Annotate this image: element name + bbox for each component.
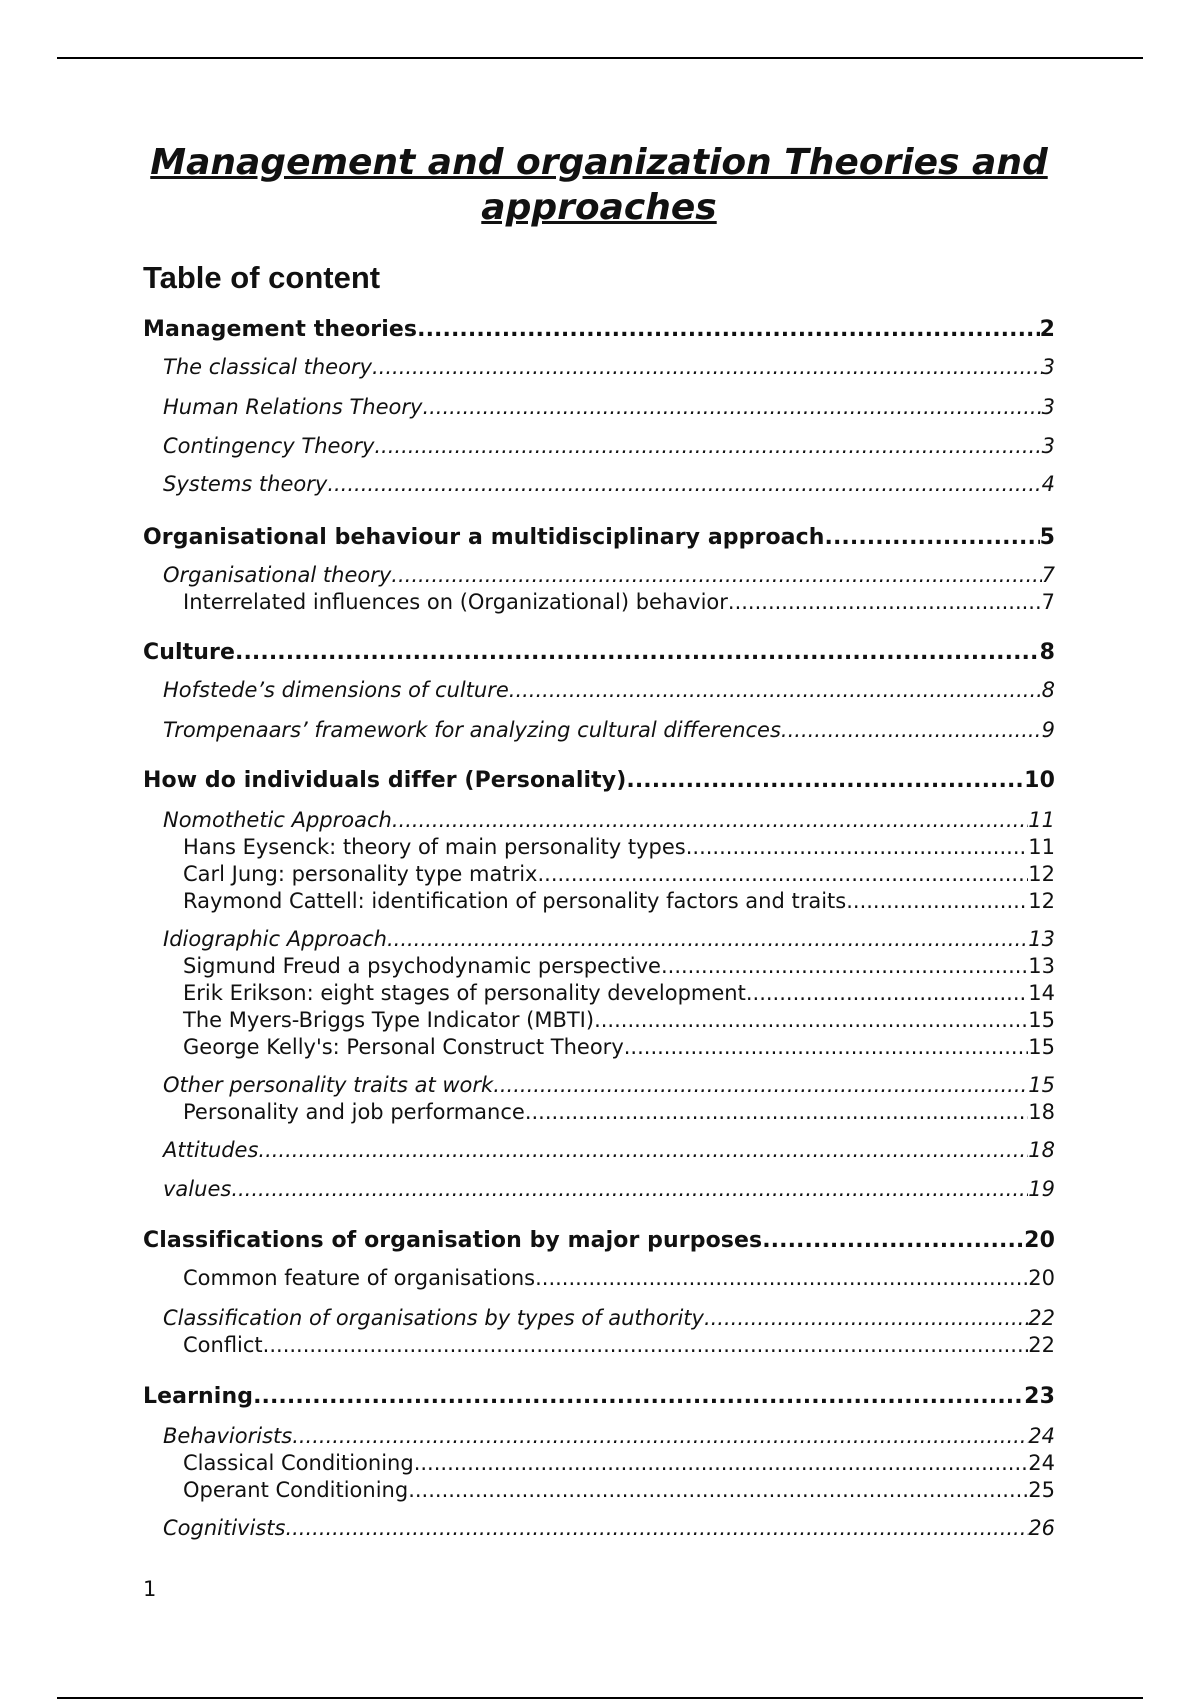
toc-entry-level-3[interactable] bbox=[143, 888, 1055, 915]
toc-entry-title: Classification of organisations by types of authority bbox=[163, 1306, 704, 1330]
toc-dot-leader bbox=[417, 316, 1039, 343]
toc-dot-leader bbox=[253, 1383, 1024, 1410]
toc-entry-page: 3 bbox=[1041, 434, 1055, 458]
toc-entry-page: 4 bbox=[1041, 472, 1055, 496]
toc-entry-level-3[interactable] bbox=[143, 1332, 1055, 1359]
toc-dot-leader bbox=[781, 717, 1042, 744]
toc-entry-level-2[interactable] bbox=[143, 717, 1055, 744]
toc-entry-title: Other personality traits at work bbox=[163, 1073, 494, 1097]
toc-entry-page: 12 bbox=[1028, 862, 1055, 886]
toc-entry-page: 11 bbox=[1028, 808, 1055, 832]
toc-dot-leader bbox=[746, 980, 1028, 1007]
toc-entry-title: Operant Conditioning bbox=[183, 1478, 409, 1502]
toc-entry-level-3[interactable] bbox=[143, 861, 1055, 888]
toc-entry-title: Learning bbox=[143, 1384, 254, 1409]
toc-entry-title: Personality and job performance bbox=[183, 1100, 525, 1124]
toc-entry-title: Trompenaars’ framework for analyzing cultural differences bbox=[163, 718, 781, 742]
toc-dot-leader bbox=[846, 888, 1028, 915]
toc-dot-leader bbox=[327, 471, 1041, 498]
toc-entry-title: Contingency Theory bbox=[163, 434, 375, 458]
toc-entry-title: Attitudes bbox=[163, 1138, 259, 1162]
toc-entry-page: 11 bbox=[1028, 835, 1055, 859]
toc-entry-page: 20 bbox=[1024, 1228, 1055, 1253]
toc-entry-level-3[interactable] bbox=[143, 1265, 1055, 1292]
toc-dot-leader bbox=[422, 394, 1041, 421]
toc-entry-level-2[interactable] bbox=[143, 433, 1055, 460]
toc-entry-title: Culture bbox=[143, 640, 235, 665]
toc-entry-page: 24 bbox=[1028, 1451, 1055, 1475]
toc-entry-title: Classical Conditioning bbox=[183, 1451, 414, 1475]
toc-entry-title: Hofstede’s dimensions of culture bbox=[163, 678, 509, 702]
toc-entry-page: 15 bbox=[1028, 1008, 1055, 1032]
toc-entry-page: 22 bbox=[1028, 1333, 1055, 1357]
toc-entry-level-3[interactable] bbox=[143, 1034, 1055, 1061]
toc-entry-title: The Myers-Briggs Type Indicator (MBTI) bbox=[183, 1008, 595, 1032]
toc-entry-page: 18 bbox=[1028, 1138, 1055, 1162]
toc-dot-leader bbox=[728, 589, 1042, 616]
toc-entry-level-2[interactable] bbox=[143, 394, 1055, 421]
toc-entry-page: 9 bbox=[1041, 718, 1055, 742]
toc-entry-level-3[interactable] bbox=[143, 953, 1055, 980]
toc-entry-page: 3 bbox=[1041, 395, 1055, 419]
toc-dot-leader bbox=[661, 953, 1028, 980]
toc-entry-title: values bbox=[163, 1177, 232, 1201]
toc-entry-title: Common feature of organisations bbox=[183, 1266, 536, 1290]
toc-dot-leader bbox=[762, 1227, 1024, 1254]
toc-entry-page: 23 bbox=[1024, 1384, 1055, 1409]
toc-heading: Table of content bbox=[143, 260, 381, 295]
toc-dot-leader bbox=[594, 1007, 1028, 1034]
toc-entry-page: 7 bbox=[1041, 563, 1055, 587]
toc-dot-leader bbox=[292, 1423, 1028, 1450]
toc-entry-title: Sigmund Freud a psychodynamic perspective bbox=[183, 954, 661, 978]
toc-entry-level-3[interactable] bbox=[143, 1099, 1055, 1126]
document-title: Management and organization Theories and approaches bbox=[150, 142, 1048, 228]
toc-entry-page: 7 bbox=[1041, 590, 1055, 614]
toc-entry-title: Management theories bbox=[143, 317, 418, 342]
toc-dot-leader bbox=[231, 1176, 1028, 1203]
toc-dot-leader bbox=[525, 1099, 1028, 1126]
toc-entry-level-2[interactable] bbox=[143, 562, 1055, 589]
toc-entry-page: 10 bbox=[1024, 768, 1055, 793]
footer-rule bbox=[57, 1697, 1143, 1699]
toc-dot-leader bbox=[374, 433, 1041, 460]
toc-entry-level-3[interactable] bbox=[143, 1450, 1055, 1477]
toc-entry-level-1[interactable] bbox=[143, 767, 1055, 794]
toc-entry-title: Organisational theory bbox=[163, 563, 392, 587]
toc-entry-page: 24 bbox=[1028, 1424, 1055, 1448]
toc-entry-page: 19 bbox=[1028, 1177, 1055, 1201]
toc-dot-leader bbox=[624, 1034, 1029, 1061]
toc-entry-page: 3 bbox=[1041, 355, 1055, 379]
toc-entry-page: 5 bbox=[1039, 525, 1055, 550]
toc-entry-level-2[interactable] bbox=[143, 677, 1055, 704]
toc-entry-level-2[interactable] bbox=[143, 1176, 1055, 1203]
toc-dot-leader bbox=[825, 524, 1040, 551]
toc-entry-title: Classifications of organisation by major purposes bbox=[143, 1228, 763, 1253]
toc-dot-leader bbox=[387, 926, 1028, 953]
toc-dot-leader bbox=[372, 354, 1042, 381]
toc-entry-title: Raymond Cattell: identification of personality factors and traits bbox=[183, 889, 847, 913]
toc-dot-leader bbox=[392, 807, 1028, 834]
toc-entry-page: 14 bbox=[1028, 981, 1055, 1005]
toc-dot-leader bbox=[263, 1332, 1029, 1359]
toc-entry-level-2[interactable] bbox=[143, 354, 1055, 381]
toc-entry-level-2[interactable] bbox=[143, 1423, 1055, 1450]
toc-entry-title: Carl Jung: personality type matrix bbox=[183, 862, 538, 886]
toc-entry-title: Hans Eysenck: theory of main personality types bbox=[183, 835, 686, 859]
toc-entry-level-3[interactable] bbox=[143, 589, 1055, 616]
toc-entry-level-2[interactable] bbox=[143, 1137, 1055, 1164]
toc-entry-level-3[interactable] bbox=[143, 980, 1055, 1007]
toc-entry-page: 8 bbox=[1039, 640, 1055, 665]
page-number: 1 bbox=[143, 1577, 157, 1601]
toc-entry-title: George Kelly's: Personal Construct Theory bbox=[183, 1035, 624, 1059]
toc-entry-level-2[interactable] bbox=[143, 807, 1055, 834]
toc-entry-title: How do individuals differ (Personality) bbox=[143, 768, 627, 793]
toc-dot-leader bbox=[537, 861, 1028, 888]
toc-dot-leader bbox=[686, 834, 1029, 861]
toc-entry-level-2[interactable] bbox=[143, 471, 1055, 498]
toc-entry-title: Human Relations Theory bbox=[163, 395, 423, 419]
toc-entry-level-2[interactable] bbox=[143, 1515, 1055, 1542]
toc-entry-level-1[interactable] bbox=[143, 639, 1055, 666]
toc-entry-title: Organisational behaviour a multidisciplinary approach bbox=[143, 525, 825, 550]
toc-entry-page: 15 bbox=[1028, 1035, 1055, 1059]
toc-entry-page: 2 bbox=[1039, 317, 1055, 342]
toc-entry-title: Behaviorists bbox=[163, 1424, 293, 1448]
toc-entry-level-2[interactable] bbox=[143, 1072, 1055, 1099]
toc-dot-leader bbox=[493, 1072, 1028, 1099]
toc-entry-level-2[interactable] bbox=[143, 1305, 1055, 1332]
toc-entry-level-1[interactable] bbox=[143, 316, 1055, 343]
toc-entry-page: 20 bbox=[1028, 1266, 1055, 1290]
toc-entry-level-1[interactable] bbox=[143, 1383, 1055, 1410]
toc-entry-page: 13 bbox=[1028, 954, 1055, 978]
header-rule bbox=[57, 57, 1143, 59]
toc-entry-page: 18 bbox=[1028, 1100, 1055, 1124]
toc-entry-level-3[interactable] bbox=[143, 1007, 1055, 1034]
toc-dot-leader bbox=[391, 562, 1041, 589]
toc-dot-leader bbox=[414, 1450, 1029, 1477]
toc-entry-title: Cognitivists bbox=[163, 1516, 286, 1540]
toc-entry-page: 13 bbox=[1028, 927, 1055, 951]
toc-entry-page: 8 bbox=[1041, 678, 1055, 702]
toc-entry-page: 22 bbox=[1028, 1306, 1055, 1330]
toc-entry-page: 26 bbox=[1028, 1516, 1055, 1540]
toc-entry-level-1[interactable] bbox=[143, 1227, 1055, 1254]
toc-entry-level-3[interactable] bbox=[143, 1477, 1055, 1504]
toc-entry-page: 15 bbox=[1028, 1073, 1055, 1097]
toc-dot-leader bbox=[258, 1137, 1028, 1164]
toc-entry-title: Interrelated influences on (Organizational) behavior bbox=[183, 590, 728, 614]
toc-entry-page: 12 bbox=[1028, 889, 1055, 913]
toc-entry-title: Conflict bbox=[183, 1333, 263, 1357]
toc-entry-level-1[interactable] bbox=[143, 524, 1055, 551]
toc-entry-level-2[interactable] bbox=[143, 926, 1055, 953]
toc-entry-level-3[interactable] bbox=[143, 834, 1055, 861]
toc-entry-title: Idiographic Approach bbox=[163, 927, 387, 951]
toc-dot-leader bbox=[408, 1477, 1028, 1504]
toc-dot-leader bbox=[704, 1305, 1028, 1332]
toc-entry-title: Nomothetic Approach bbox=[163, 808, 392, 832]
page-content bbox=[143, 140, 1055, 1542]
toc-entry-page: 25 bbox=[1028, 1478, 1055, 1502]
toc-dot-leader bbox=[535, 1265, 1028, 1292]
table-of-contents bbox=[143, 316, 1055, 1542]
toc-dot-leader bbox=[509, 677, 1042, 704]
toc-dot-leader bbox=[235, 639, 1040, 666]
toc-dot-leader bbox=[285, 1515, 1028, 1542]
toc-entry-title: Erik Erikson: eight stages of personality development bbox=[183, 981, 746, 1005]
toc-entry-title: Systems theory bbox=[163, 472, 328, 496]
toc-dot-leader bbox=[626, 767, 1024, 794]
toc-entry-title: The classical theory bbox=[163, 355, 372, 379]
